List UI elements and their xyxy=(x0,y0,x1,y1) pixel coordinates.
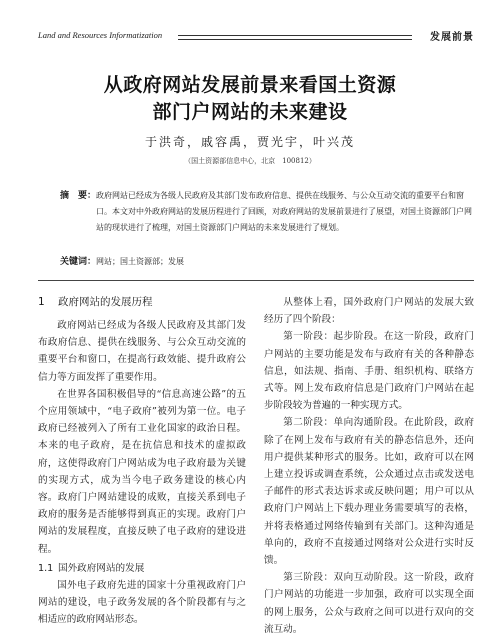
subsection-number: 1.1 xyxy=(38,562,54,574)
abstract-text: 政府网站已经成为各级人民政府及其部门发布政府信息、提供在线服务、与公众互动交流的重要平台和窗口。本文对中外政府网站的发展历程进行了回顾，对政府网站的发展前景进行了展望，对国土资源部门户网站的现状进行了梳理，对国土资源部门户网站的未来发展进行了规划。 xyxy=(96,191,472,232)
author-affiliation: （国土资源部信息中心，北京 100812） xyxy=(184,157,316,165)
running-header xyxy=(38,28,474,44)
abstract-divider xyxy=(38,280,474,281)
abstract-label: 摘 要： xyxy=(60,191,97,201)
paragraph: 从整体上看，国外政府门户网站的发展大致经历了四个阶段： xyxy=(264,297,474,326)
section-number: 1 xyxy=(38,296,45,308)
right-column xyxy=(264,294,474,635)
left-column xyxy=(38,294,246,626)
keywords-text: 网站；国土资源部；发展 xyxy=(96,257,184,266)
paragraph: 政府网站已经成为各级人民政府及其部门发布政府信息、提供在线服务、与公众互动交流的重要平台和窗口，在提高行政效能、提升政府公信力等方面发挥了重要作用。 xyxy=(38,320,246,383)
section-tag: 发展前景 xyxy=(430,32,474,43)
keywords-label: 关键词： xyxy=(60,257,97,267)
section-title: 政府网站的发展历程 xyxy=(58,296,153,308)
paragraph: 第二阶段：单向沟通阶段。在此阶段，政府除了在网上发布与政府有关的静态信息外，还向用户提供某种形式的服务。比如，政府可以在网上建立投诉或调查系统，公众通过点击或发送电子邮件的形式表达诉求或反映问题；用户可以从政府门户网站上下载办理业务需要填写的表格，并将表格通过网络传输到有关部门。这种沟通是单向的，政府不直接通过网络对公众进行实时反馈。 xyxy=(264,417,474,567)
paragraph: 国外电子政府先进的国家十分重视政府门户网站的建设，电子政务发展的各个阶段都有与之相适应的政府网站形态。 xyxy=(38,579,246,626)
subsection-heading-1-1 xyxy=(38,560,246,577)
subsection-title: 国外政府网站的发展 xyxy=(58,562,145,574)
header-double-rule xyxy=(178,35,412,40)
journal-name: Land and Resources Informatization xyxy=(38,30,163,40)
paragraph: 在世界各国积极倡导的“信息高速公路”的五个应用领域中，“电子政府”被列为第一位。电子政府已经被列入了所有工业化国家的政治日程。本来的电子政府，是在抗信息和技术的虚拟政府，这使得政府门户网站成为电子政府最为关键的实现方式，成为当今电子政务建设的核心内容。政府门户网站建设的成败，直接关系到电子政府的服务是否能够得到真正的实现。政府门户网站的发展程度，直接反映了电子政府的建设进程。 xyxy=(38,388,246,555)
author-list: 于洪奇，戚容禹，贾光宇，叶兴茂 xyxy=(144,135,355,149)
paragraph: 第三阶段：双向互动阶段。这一阶段，政府门户网站的功能进一步加强，政府可以实现全面的网上服务，公众与政府之间可以进行双向的交流互动。 xyxy=(264,572,474,635)
section-heading-1 xyxy=(38,294,246,311)
article-title-line-1: 从政府网站发展前景来看国土资源 xyxy=(103,74,397,96)
paragraph: 第一阶段：起步阶段。在这一阶段，政府门户网站的主要功能是发布与政府有关的各种静态信息，如法规、指南、手册、组织机构、联络方式等。网上发布政府信息是门政府门户网站在起步阶段较为普遍的一种实现方式。 xyxy=(264,331,474,412)
article-title-line-2: 部门户网站的未来建设 xyxy=(152,101,348,123)
